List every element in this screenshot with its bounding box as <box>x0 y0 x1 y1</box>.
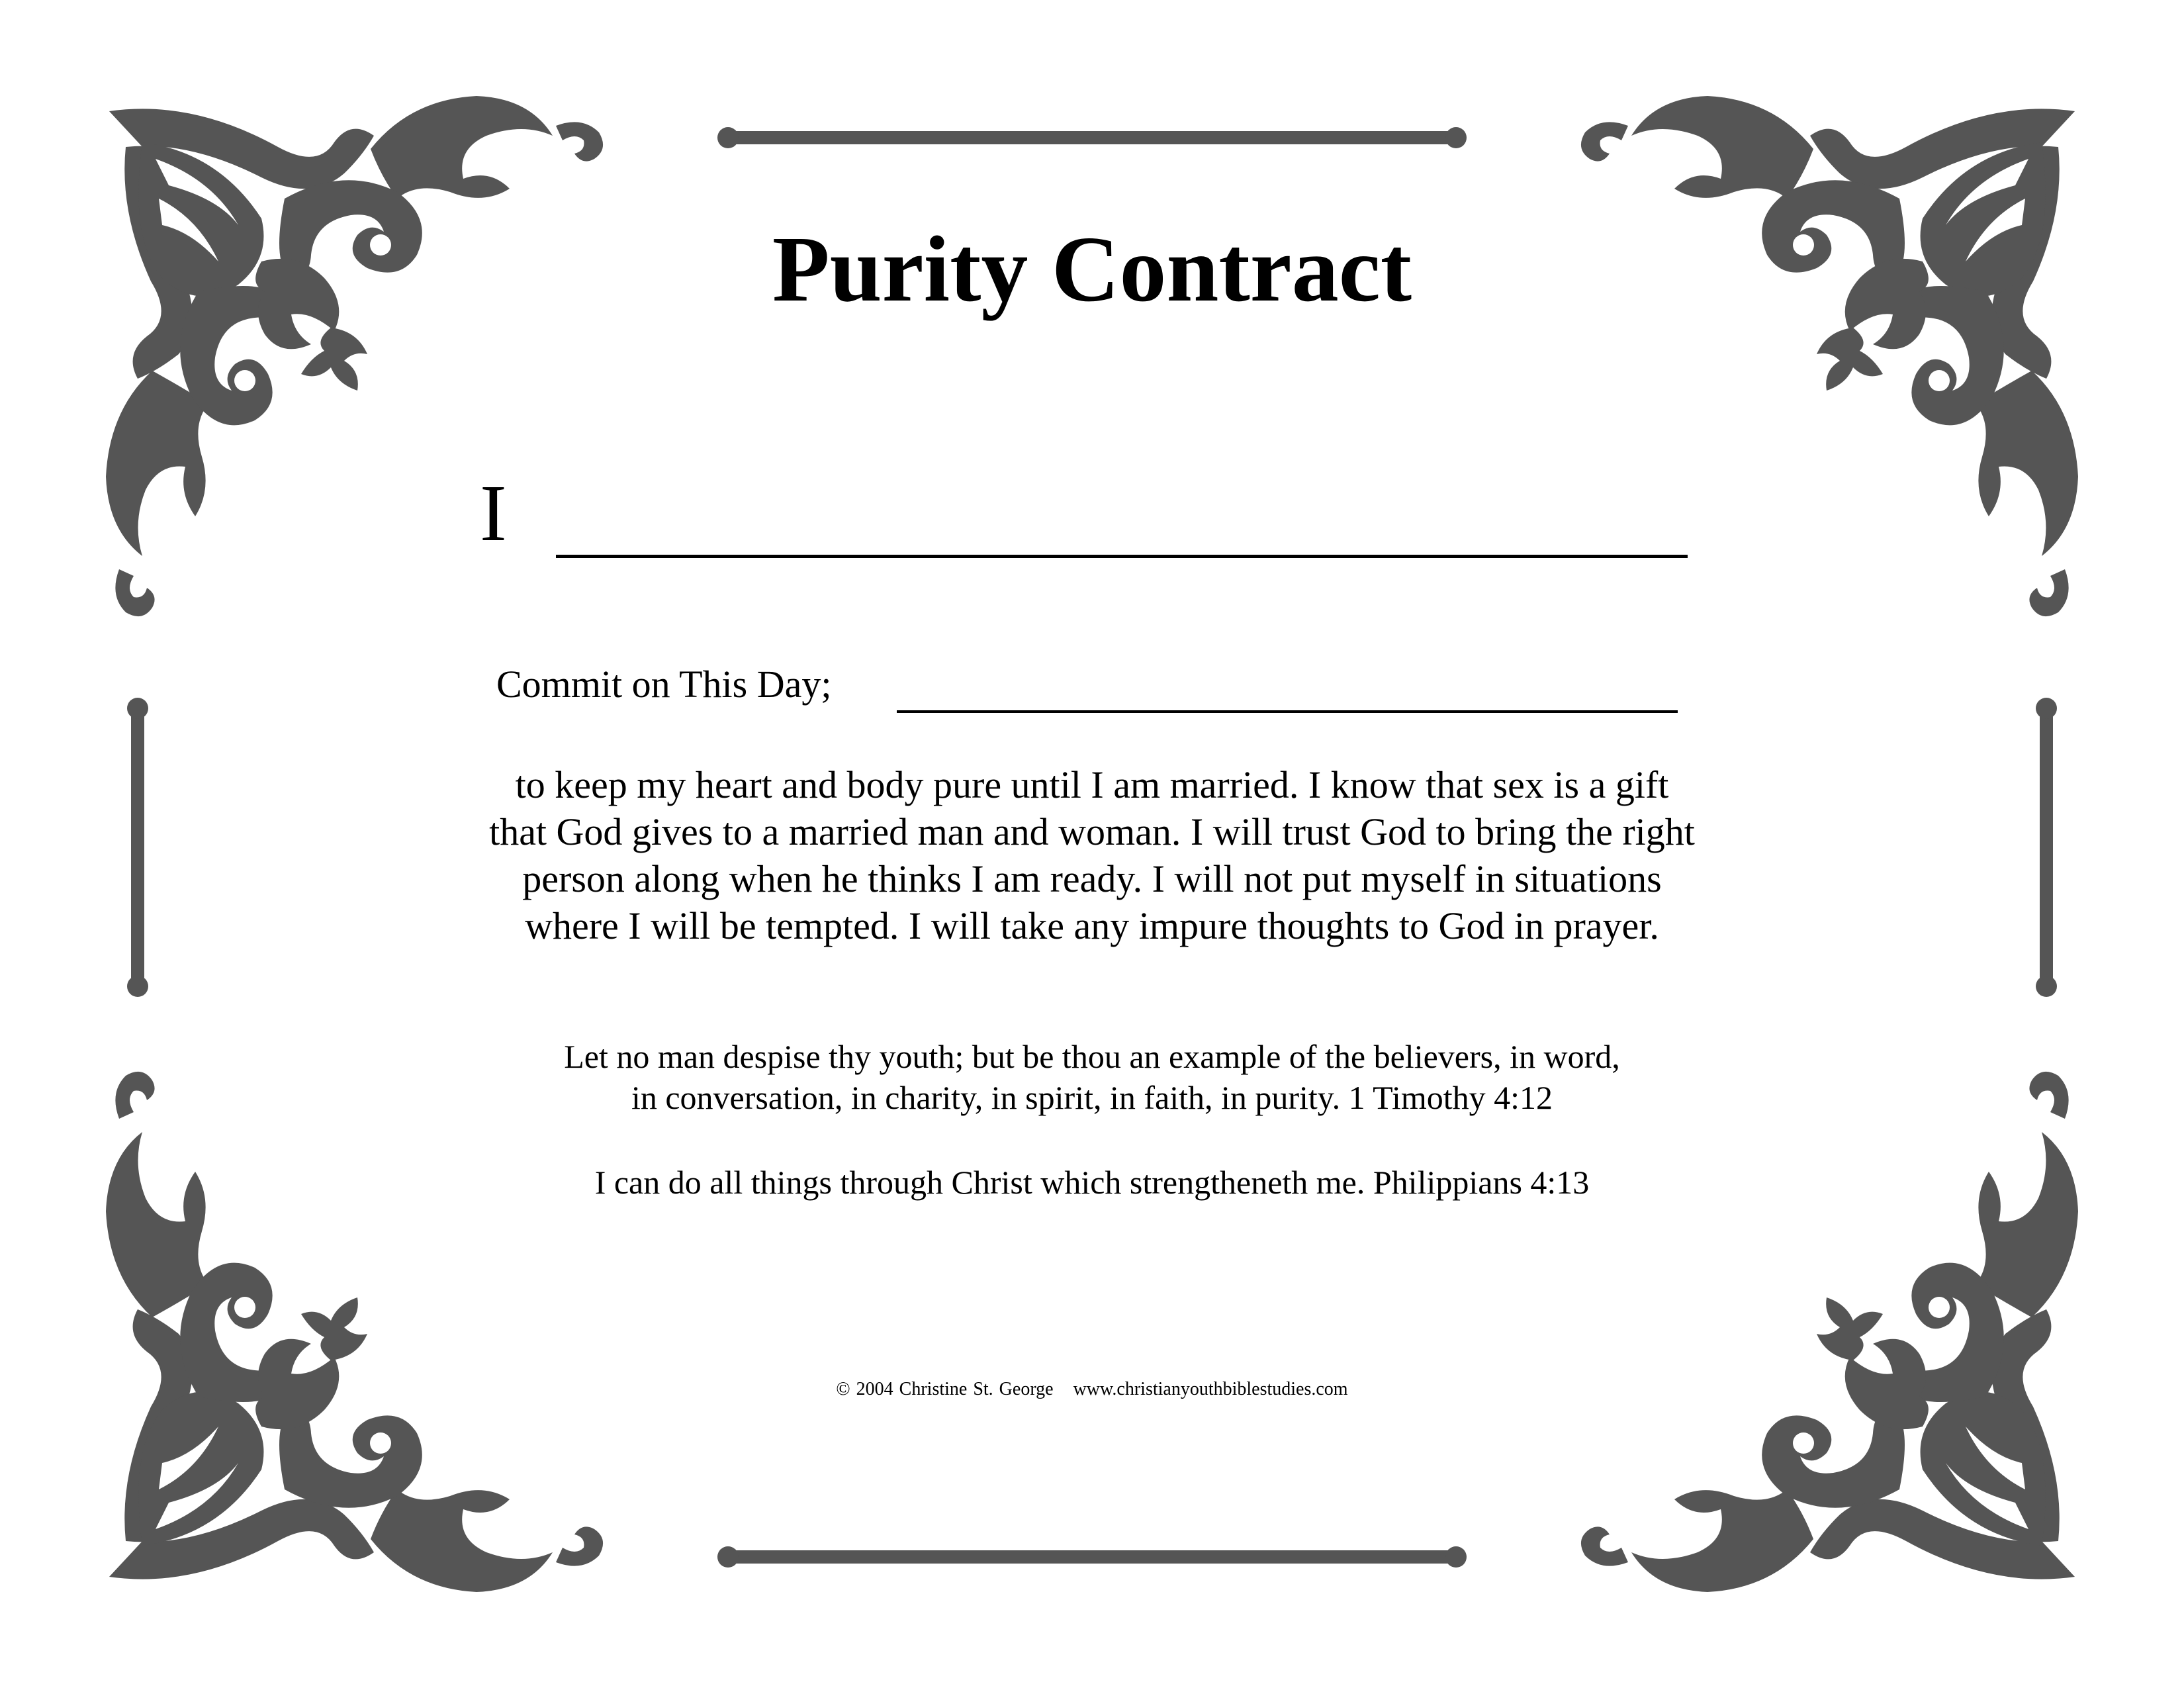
verse-line: in conversation, in charity, in spirit, in faith, in purity. 1 Timothy 4:12 <box>631 1079 1553 1116</box>
scripture-verse-philippians: I can do all things through Christ which strengtheneth me. Philippians 4:13 <box>594 1164 1590 1201</box>
date-blank-line <box>897 710 1678 713</box>
name-prefix: I <box>480 469 507 558</box>
scripture-verse-timothy <box>0 1036 2184 1118</box>
commitment-line: to keep my heart and body pure until I am married. I know that sex is a gift <box>515 763 1669 806</box>
footer-copyright: © 2004 Christine St. George <box>836 1379 1054 1399</box>
footer-url: www.christianyouthbiblestudies.com <box>1073 1379 1348 1399</box>
commitment-line: where I will be tempted. I will take any impure thoughts to God in prayer. <box>525 904 1659 947</box>
date-prefix: Commit on This Day; <box>496 663 832 706</box>
commitment-line: person along when he thinks I am ready. I will not put myself in situations <box>522 857 1662 900</box>
footer-credit <box>0 1380 2184 1399</box>
corner-ornament-top-right <box>1581 96 2078 616</box>
corner-ornament-bottom-right <box>1581 1072 2078 1592</box>
commitment-line: that God gives to a married man and woman. I will trust God to bring the right <box>489 810 1695 853</box>
corner-ornament-bottom-left <box>106 1072 603 1592</box>
document-title: Purity Contract <box>772 216 1412 321</box>
verse-line: Let no man despise thy youth; but be thou an example of the believers, in word, <box>564 1038 1620 1075</box>
commitment-paragraph <box>0 761 2184 949</box>
corner-ornament-top-left <box>106 96 603 616</box>
name-blank-line <box>556 555 1688 558</box>
